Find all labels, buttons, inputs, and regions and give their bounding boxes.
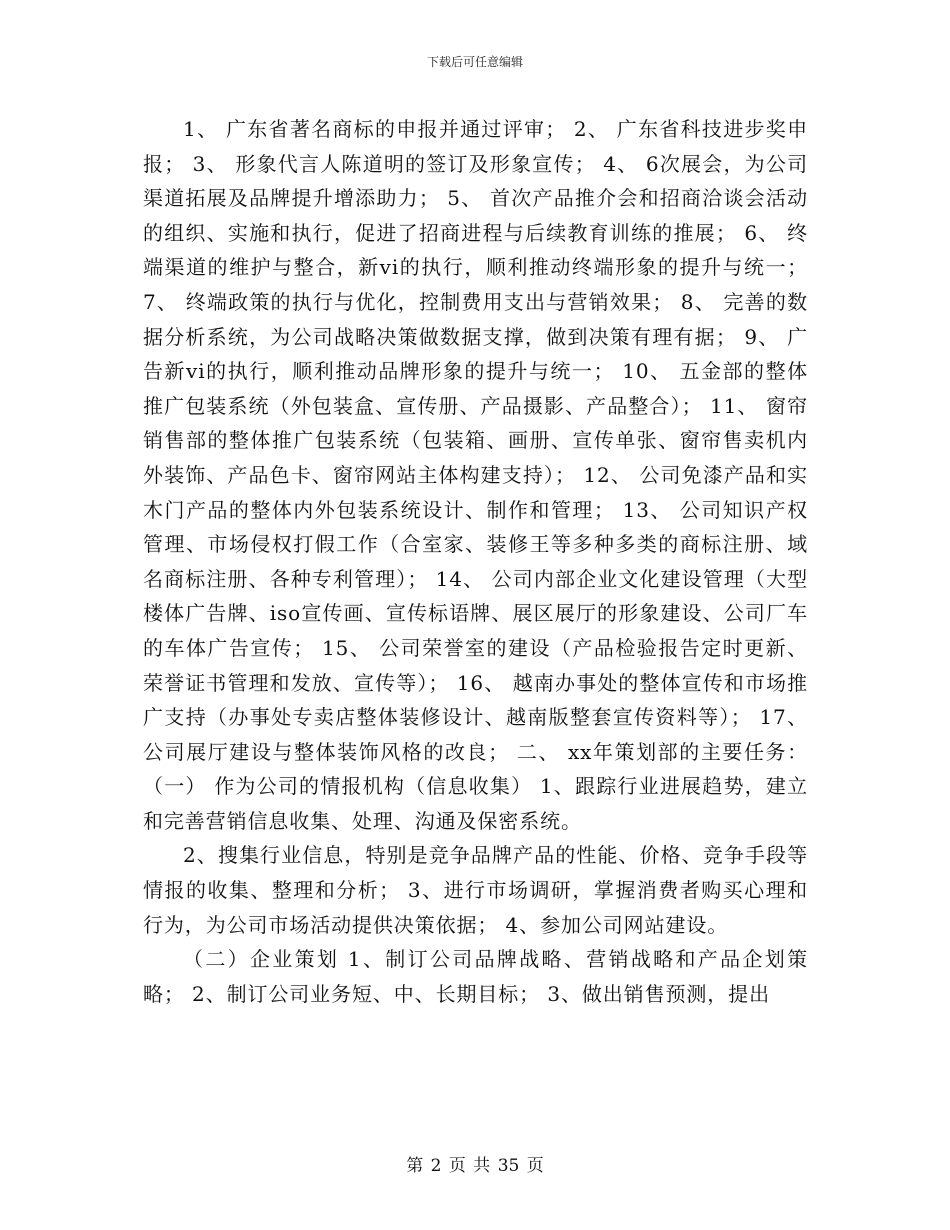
page-header: 下载后可任意编辑 bbox=[426, 55, 523, 69]
paragraph-achievements: 1、 广东省著名商标的申报并通过评审； 2、 广东省科技进步奖申报； 3、 形象代言人陈道明的签订及形象宣传； 4、 6次展会，为公司渠道拓展及品牌提升增添助力； 5、 首次产品推介会和招商洽谈会活动的组织、实施和执行，促进了招商进程与后续教育训练的推展； 6、 终端渠道的维护与整合，新vi的执行，顺利推动终端形象的提升与统一； 7、 终端政策的执行与优化，控制费用支出与营销效果； 8、 完善的数据分析系统，为公司战略决策做数据支撑，做到决策有理有据； 9、 广告新vi的执行，顺利推动品牌形象的提升与统一； 10、 五金部的整体推广包装系统（外包装盒、宣传册、产品摄影、产品整合）； 11、 窗帘销售部的整体推广包装系统（包装箱、画册、宣传单张、窗帘售卖机内外装饰、产品色卡、窗帘网站主体构建支持）； 12、 公司免漆产品和实木门产品的整体内外包装系统设计、制作和管理； 13、 公司知识产权管理、市场侵权打假工作（合室家、装修王等多种多类的商标注册、域名商标注册、各种专利管理）； 14、 公司内部企业文化建设管理（大型楼体广告牌、iso宣传画、宣传标语牌、展区展厅的形象建设、公司厂车的车体广告宣传； 15、 公司荣誉室的建设（产品检验报告定时更新、荣誉证书管理和发放、宣传等）； 16、 越南办事处的整体宣传和市场推广支持（办事处专卖店整体装修设计、越南版整套宣传资料等）； 17、 公司展厅建设与整体装饰风格的改良； 二、 xx年策划部的主要任务：（一） 作为公司的情报机构（信息收集） 1、跟踪行业进展趋势，建立和完善营销信息收集、处理、沟通及保密系统。 bbox=[143, 117, 808, 833]
body-content bbox=[143, 112, 808, 1011]
paragraph-information-tasks: 2、搜集行业信息，特别是竞争品牌产品的性能、价格、竞争手段等情报的收集、整理和分析； 3、进行市场调研，掌握消费者购买心理和行为，为公司市场活动提供决策依据； 4、参加公司网站建设。 bbox=[143, 843, 808, 937]
page-footer: 第 2 页 共 35 页 bbox=[406, 1156, 544, 1176]
paragraph-enterprise-planning: （二）企业策划 1、制订公司品牌战略、营销战略和产品企划策略； 2、制订公司业务短、中、长期目标； 3、做出销售预测，提出 bbox=[143, 947, 808, 1006]
